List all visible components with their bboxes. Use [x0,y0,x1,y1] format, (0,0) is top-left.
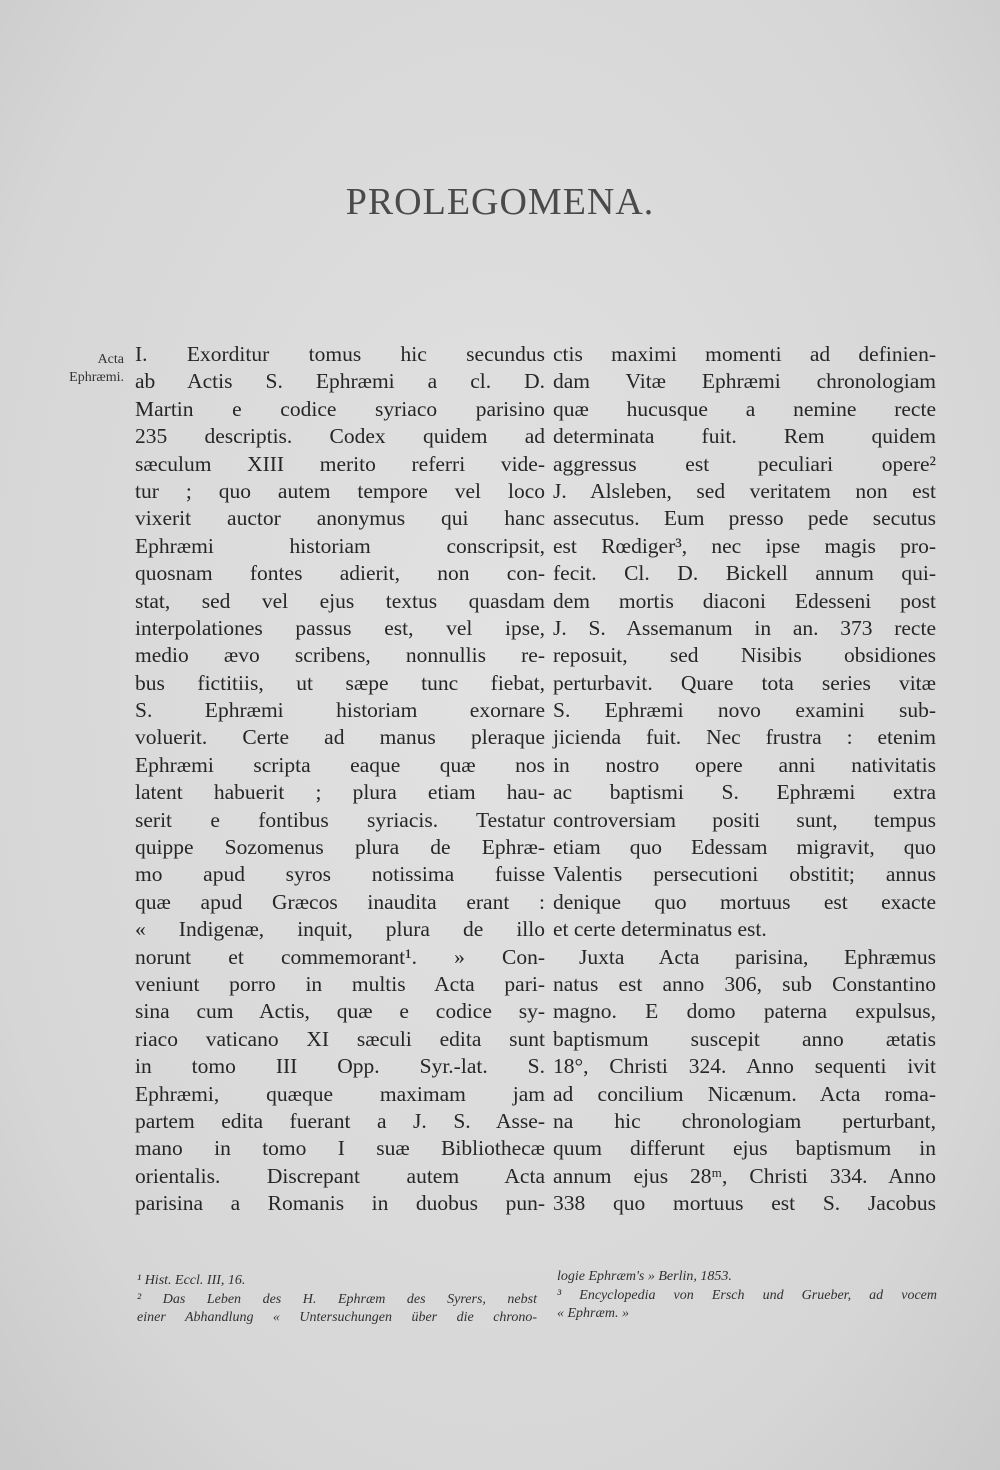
text-line: na hic chronologiam perturbant, [553,1108,936,1133]
text-line: interpolationes passus est, vel ipse, [135,615,545,640]
text-line: quippe Sozomenus plura de Ephræ- [135,835,545,860]
text-line: dam Vitæ Ephræmi chronologiam [553,369,936,394]
footnote: logie Ephræm's » Berlin, 1853. [557,1269,732,1284]
text-line: aggressus est peculiari opere² [553,451,936,476]
text-line: Ephræmi scripta eaque quæ nos [135,752,545,777]
text-line: ab Actis S. Ephræmi a cl. D. [135,369,545,394]
right-column [553,341,936,1218]
margin-note [52,351,124,387]
text-line: in tomo III Opp. Syr.-lat. S. [135,1054,545,1079]
text-line: latent habuerit ; plura etiam hau- [135,780,545,805]
text-line: jicienda fuit. Nec frustra : etenim [553,725,936,750]
footnotes-left [137,1272,537,1328]
footnote: ² Das Leben des H. Ephræm des Syrers, nebst [137,1291,537,1307]
text-line: Ephræmi, quæque maximam jam [135,1081,545,1106]
text-line: ac baptismi S. Ephræmi extra [553,780,936,805]
footnote: ³ Encyclopedia von Ersch und Grueber, ad vocem [557,1287,937,1303]
text-line: perturbavit. Quare tota series vitæ [553,670,936,695]
text-line: I. Exorditur tomus hic secundus [135,342,545,366]
text-line: controversiam positi sunt, tempus [553,807,936,832]
text-line: 18°, Christi 324. Anno sequenti ivit [553,1054,936,1079]
text-line: sina cum Actis, quæ e codice sy- [135,999,545,1024]
text-line: orientalis. Discrepant autem Acta [135,1163,545,1188]
text-line: 235 descriptis. Codex quidem ad [135,424,545,449]
text-line: Ephræmi historiam conscripsit, [135,533,545,558]
text-line: S. Ephræmi novo examini sub- [553,698,936,723]
text-line: J. Alsleben, sed veritatem non est [553,478,936,503]
text-line: medio ævo scribens, nonnullis re- [135,643,545,668]
text-line: etiam quo Edessam migravit, quo [553,835,936,860]
footnote: einer Abhandlung « Untersuchungen über die chrono- [137,1310,537,1325]
text-line: sæculum XIII merito referri vide- [135,451,545,476]
text-line: mo apud syros notissima fuisse [135,862,545,887]
text-line: veniunt porro in multis Acta pari- [135,971,545,996]
text-line: vixerit auctor anonymus qui hanc [135,506,545,531]
text-line: serit e fontibus syriacis. Testatur [135,807,545,832]
text-line: reposuit, sed Nisibis obsidiones [553,643,936,668]
page-title: PROLEGOMENA. [345,181,655,223]
text-line: bus fictitiis, ut sæpe tunc fiebat, [135,670,545,695]
text-line: magno. E domo paterna expulsus, [553,999,936,1024]
text-line: voluerit. Certe ad manus pleraque [135,725,545,750]
text-line: est Rœdiger³, nec ipse magis pro- [553,533,936,558]
text-line: riaco vaticano XI sæculi edita sunt [135,1026,545,1051]
text-line: ad concilium Nicænum. Acta roma- [553,1081,936,1106]
footnote: « Ephræm. » [557,1306,629,1321]
text-line: quum differunt ejus baptismum in [553,1136,936,1161]
text-line: determinata fuit. Rem quidem [553,424,936,449]
text-line: stat, sed vel ejus textus quasdam [135,588,545,613]
text-line: S. Ephræmi historiam exornare [135,698,545,723]
text-line: fecit. Cl. D. Bickell annum qui- [553,561,936,586]
text-line: mano in tomo I suæ Bibliothecæ [135,1136,545,1161]
footnote: ¹ Hist. Eccl. III, 16. [137,1273,246,1288]
text-line: « Indigenæ, inquit, plura de illo [135,917,545,942]
text-line: norunt et commemorant¹. » Con- [135,944,545,969]
footnotes-right [557,1268,937,1324]
text-line: Valentis persecutioni obstitit; annus [553,862,936,887]
margin-note-line: Ephræmi. [69,370,124,385]
text-line: parisina a Romanis in duobus pun- [135,1191,545,1216]
text-line: quæ hucusque a nemine recte [553,396,936,421]
text-line: annum ejus 28ᵐ, Christi 334. Anno [553,1163,936,1188]
margin-note-line: Acta [97,352,124,367]
text-line: natus est anno 306, sub Constantino [553,971,936,996]
left-column [135,341,545,1218]
text-line: quæ apud Græcos inaudita erant : [135,889,545,914]
text-line: Martin e codice syriaco parisino [135,396,545,421]
text-line: quosnam fontes adierit, non con- [135,561,545,586]
text-line: Juxta Acta parisina, Ephræmus [579,944,936,969]
text-line: dem mortis diaconi Edesseni post [553,588,936,613]
text-line: et certe determinatus est. [553,917,767,942]
text-line: in nostro opere anni nativitatis [553,752,936,777]
text-line: ctis maximi momenti ad definien- [553,342,936,366]
text-line: partem edita fuerant a J. S. Asse- [135,1108,545,1133]
text-line: J. S. Assemanum in an. 373 recte [553,615,936,640]
text-line: assecutus. Eum presso pede secutus [553,506,936,531]
text-line: 338 quo mortuus est S. Jacobus [553,1191,936,1216]
text-line: tur ; quo autem tempore vel loco [135,478,545,503]
text-line: denique quo mortuus est exacte [553,889,936,914]
text-line: baptismum suscepit anno ætatis [553,1026,936,1051]
